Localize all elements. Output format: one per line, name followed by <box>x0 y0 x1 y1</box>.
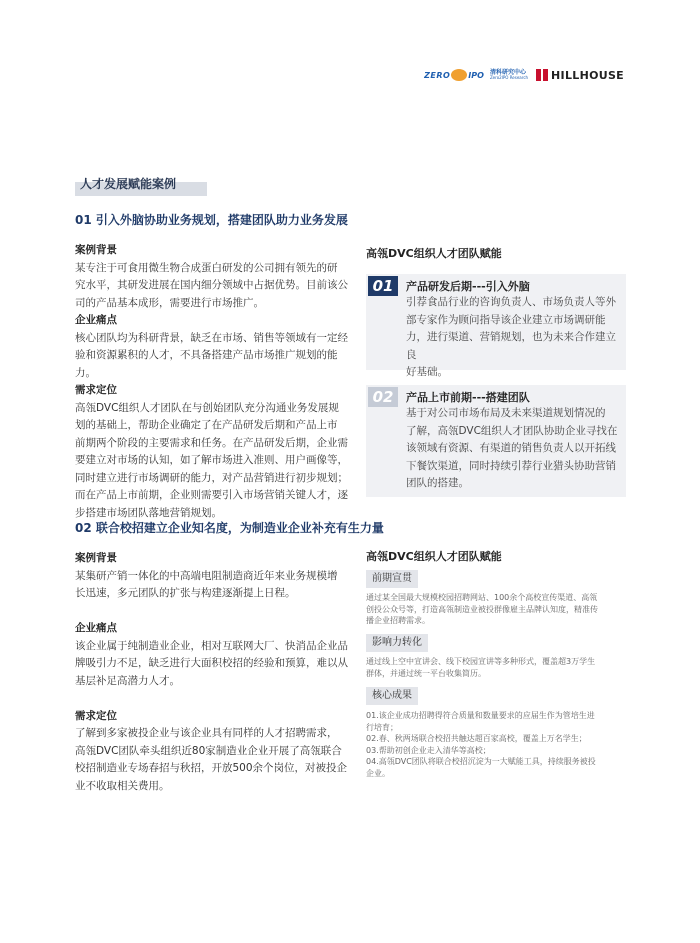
case2-demand-line: 校招制造业专场春招与秋招，开放500余个岗位，对被投企 <box>75 762 348 774</box>
case1-background-label: 案例背景 <box>75 244 117 256</box>
stage2-line: 基于对公司市场布局及未来渠道规划情况的 <box>406 407 606 419</box>
tag3-text <box>366 710 628 779</box>
tag-core-results: 核心成果 <box>366 687 418 705</box>
tag1-line: 播企业招聘需求。 <box>366 616 430 625</box>
stage2-title: 产品上市前期---搭建团队 <box>406 391 530 404</box>
qingke-research-logo <box>490 70 528 80</box>
case2-demand-line: 了解到多家被投企业与该企业具有同样的人才招聘需求， <box>75 727 338 739</box>
zero2ipo-logo <box>424 68 484 82</box>
tag3-line: 行培育； <box>366 722 398 732</box>
case2-demand-line: 高瓴DVC团队牵头组织近80家制造业企业开展了高瓴联合 <box>75 744 342 757</box>
tag3-line: 02.春、秋两场联合校招共触达超百家高校，覆盖上万名学生； <box>366 734 587 743</box>
case2-pain-line: 该企业属于纯制造业企业，相对互联网大厂、快消品企业品 <box>75 639 348 652</box>
case1-stage2-box <box>366 385 626 497</box>
hillhouse-mark-icon <box>536 69 548 81</box>
case1-pain-line: 力。 <box>75 366 96 379</box>
case1-demand-line: 高瓴DVC组织人才团队在与创始团队充分沟通业务发展规 <box>75 401 339 414</box>
tag2-text <box>366 656 628 679</box>
case1-pain-line: 验和资源累积的人才，不具备搭建产品市场推广规划的能 <box>75 349 338 361</box>
case1-background-line: 究水平，其研发进展在国内细分领域中占据优势。目前该公 <box>75 279 348 291</box>
case1-right-title: 高瓴DVC组织人才团队赋能 <box>366 247 502 260</box>
case1-demand-line: 划的基础上，帮助企业确定了在产品研发后期和产品上市 <box>75 419 338 431</box>
stage1-number-badge: 01 <box>368 276 398 296</box>
case1-demand-line: 步搭建市场团队落地营销规划。 <box>75 506 222 519</box>
case2-demand-line: 业不收取相关费用。 <box>75 779 170 792</box>
stage2-line: 该领域有资源、有渠道的销售负责人以开拓线 <box>406 442 616 454</box>
case1-pain-line: 核心团队均为科研背景，缺乏在市场、销售等领域有一定经 <box>75 331 348 344</box>
tag2-line: 通过线上空中宣讲会、线下校园宣讲等多种形式，覆盖超3万学生 <box>366 657 596 666</box>
case2-pain-line: 基层补足高潜力人才。 <box>75 674 180 687</box>
tag1-line: 通过某全国最大规模校园招聘网站、100余个高校宣传渠道、高瓴 <box>366 593 598 602</box>
hillhouse-text: HILLHOUSE <box>551 68 624 82</box>
spacer <box>75 690 350 708</box>
case1-demand-label: 需求定位 <box>75 384 117 396</box>
tag3-line: 03.帮助初创企业走入清华等高校； <box>366 745 491 755</box>
stage2-number-badge: 02 <box>368 387 398 407</box>
case1-pain-label: 企业痛点 <box>75 314 117 326</box>
case1-demand-line: 前期两个阶段的主要需求和任务。在产品研发后期，企业需 <box>75 436 348 449</box>
case1-demand-line: 同时建立进行市场调研的能力，对产品营销进行初步规划； <box>75 471 348 484</box>
stage1-line: 部专家作为顾问指导该企业建立市场调研能 <box>406 313 606 326</box>
zero-logo-text: ZERO <box>424 70 451 80</box>
case2-background-label: 案例背景 <box>75 552 117 564</box>
stage2-line: 了解，高瓴DVC组织人才团队协助企业寻找在 <box>406 424 618 437</box>
case1-background-line: 某专注于可食用微生物合成蛋白研发的公司拥有领先的研 <box>75 261 338 274</box>
hillhouse-logo <box>536 69 624 82</box>
case2-pain-line: 牌吸引力不足，缺乏进行大面积校招的经验和预算，难以从 <box>75 657 348 669</box>
case1-background-line: 司的产品基本成形，需要进行市场推广。 <box>75 296 264 309</box>
zero2ipo-badge-icon <box>451 69 467 81</box>
ipo-logo-text: IPO <box>468 70 484 80</box>
stage2-text <box>406 405 621 493</box>
case1-left-column <box>75 242 350 522</box>
tag1-line: 创投公众号等，打造高瓴制造业被投群像雇主品牌认知度，精准传 <box>366 604 598 614</box>
stage1-line: 引荐食品行业的咨询负责人、市场负责人等外 <box>406 296 616 308</box>
case2-background-line: 长迅速，多元团队的扩张与构建逐渐提上日程。 <box>75 587 296 599</box>
tag-influence-conversion: 影响力转化 <box>366 634 428 652</box>
tag3-line: 企业。 <box>366 768 390 778</box>
tag3-line: 04.高瓴DVC团队将联合校招沉淀为一大赋能工具，持续服务被投 <box>366 757 596 766</box>
case2-title: 02 联合校招建立企业知名度，为制造业企业补充有生力量 <box>75 521 384 535</box>
case2-pain-label: 企业痛点 <box>75 622 117 634</box>
section-heading-text: 人才发展赋能案例 <box>80 177 177 191</box>
stage1-title: 产品研发后期---引入外脑 <box>406 280 530 293</box>
case1-demand-line: 而在产品上市前期，企业则需要引入市场营销关键人才，逐 <box>75 489 348 501</box>
stage1-line: 力，进行渠道、营销规划，也为未来合作建立良 <box>406 331 616 361</box>
qingke-cn-text: 清科研究中心 <box>489 69 526 76</box>
case1-demand-line: 要建立对市场的认知，如了解市场进入准则、用户画像等， <box>75 454 348 466</box>
section-heading <box>75 174 207 196</box>
spacer <box>75 603 350 621</box>
stage1-text <box>406 294 621 382</box>
tag1-text <box>366 592 628 627</box>
header-logos <box>424 68 624 82</box>
stage2-line: 团队的搭建。 <box>406 477 469 489</box>
case1-stage1-box <box>366 274 626 378</box>
qingke-en-text: Zero2IPO Research <box>489 75 529 80</box>
case2-left-column <box>75 550 350 795</box>
tag3-line: 01.该企业成功招聘得符合质量和数量要求的应届生作为管培生进 <box>366 711 595 720</box>
case2-right-title: 高瓴DVC组织人才团队赋能 <box>366 550 502 563</box>
case2-demand-label: 需求定位 <box>75 709 117 722</box>
tag-early-promotion: 前期宣贯 <box>366 570 418 588</box>
stage2-line: 下餐饮渠道，同时持续引荐行业猎头协助营销 <box>406 459 616 472</box>
case1-title: 01 引入外脑协助业务规划，搭建团队助力业务发展 <box>75 213 348 227</box>
stage1-line: 好基础。 <box>406 366 448 378</box>
tag2-line: 群体，并通过统一平台收集简历。 <box>366 668 486 678</box>
case2-background-line: 某集研产销一体化的中高端电阻制造商近年来业务规模增 <box>75 569 338 582</box>
